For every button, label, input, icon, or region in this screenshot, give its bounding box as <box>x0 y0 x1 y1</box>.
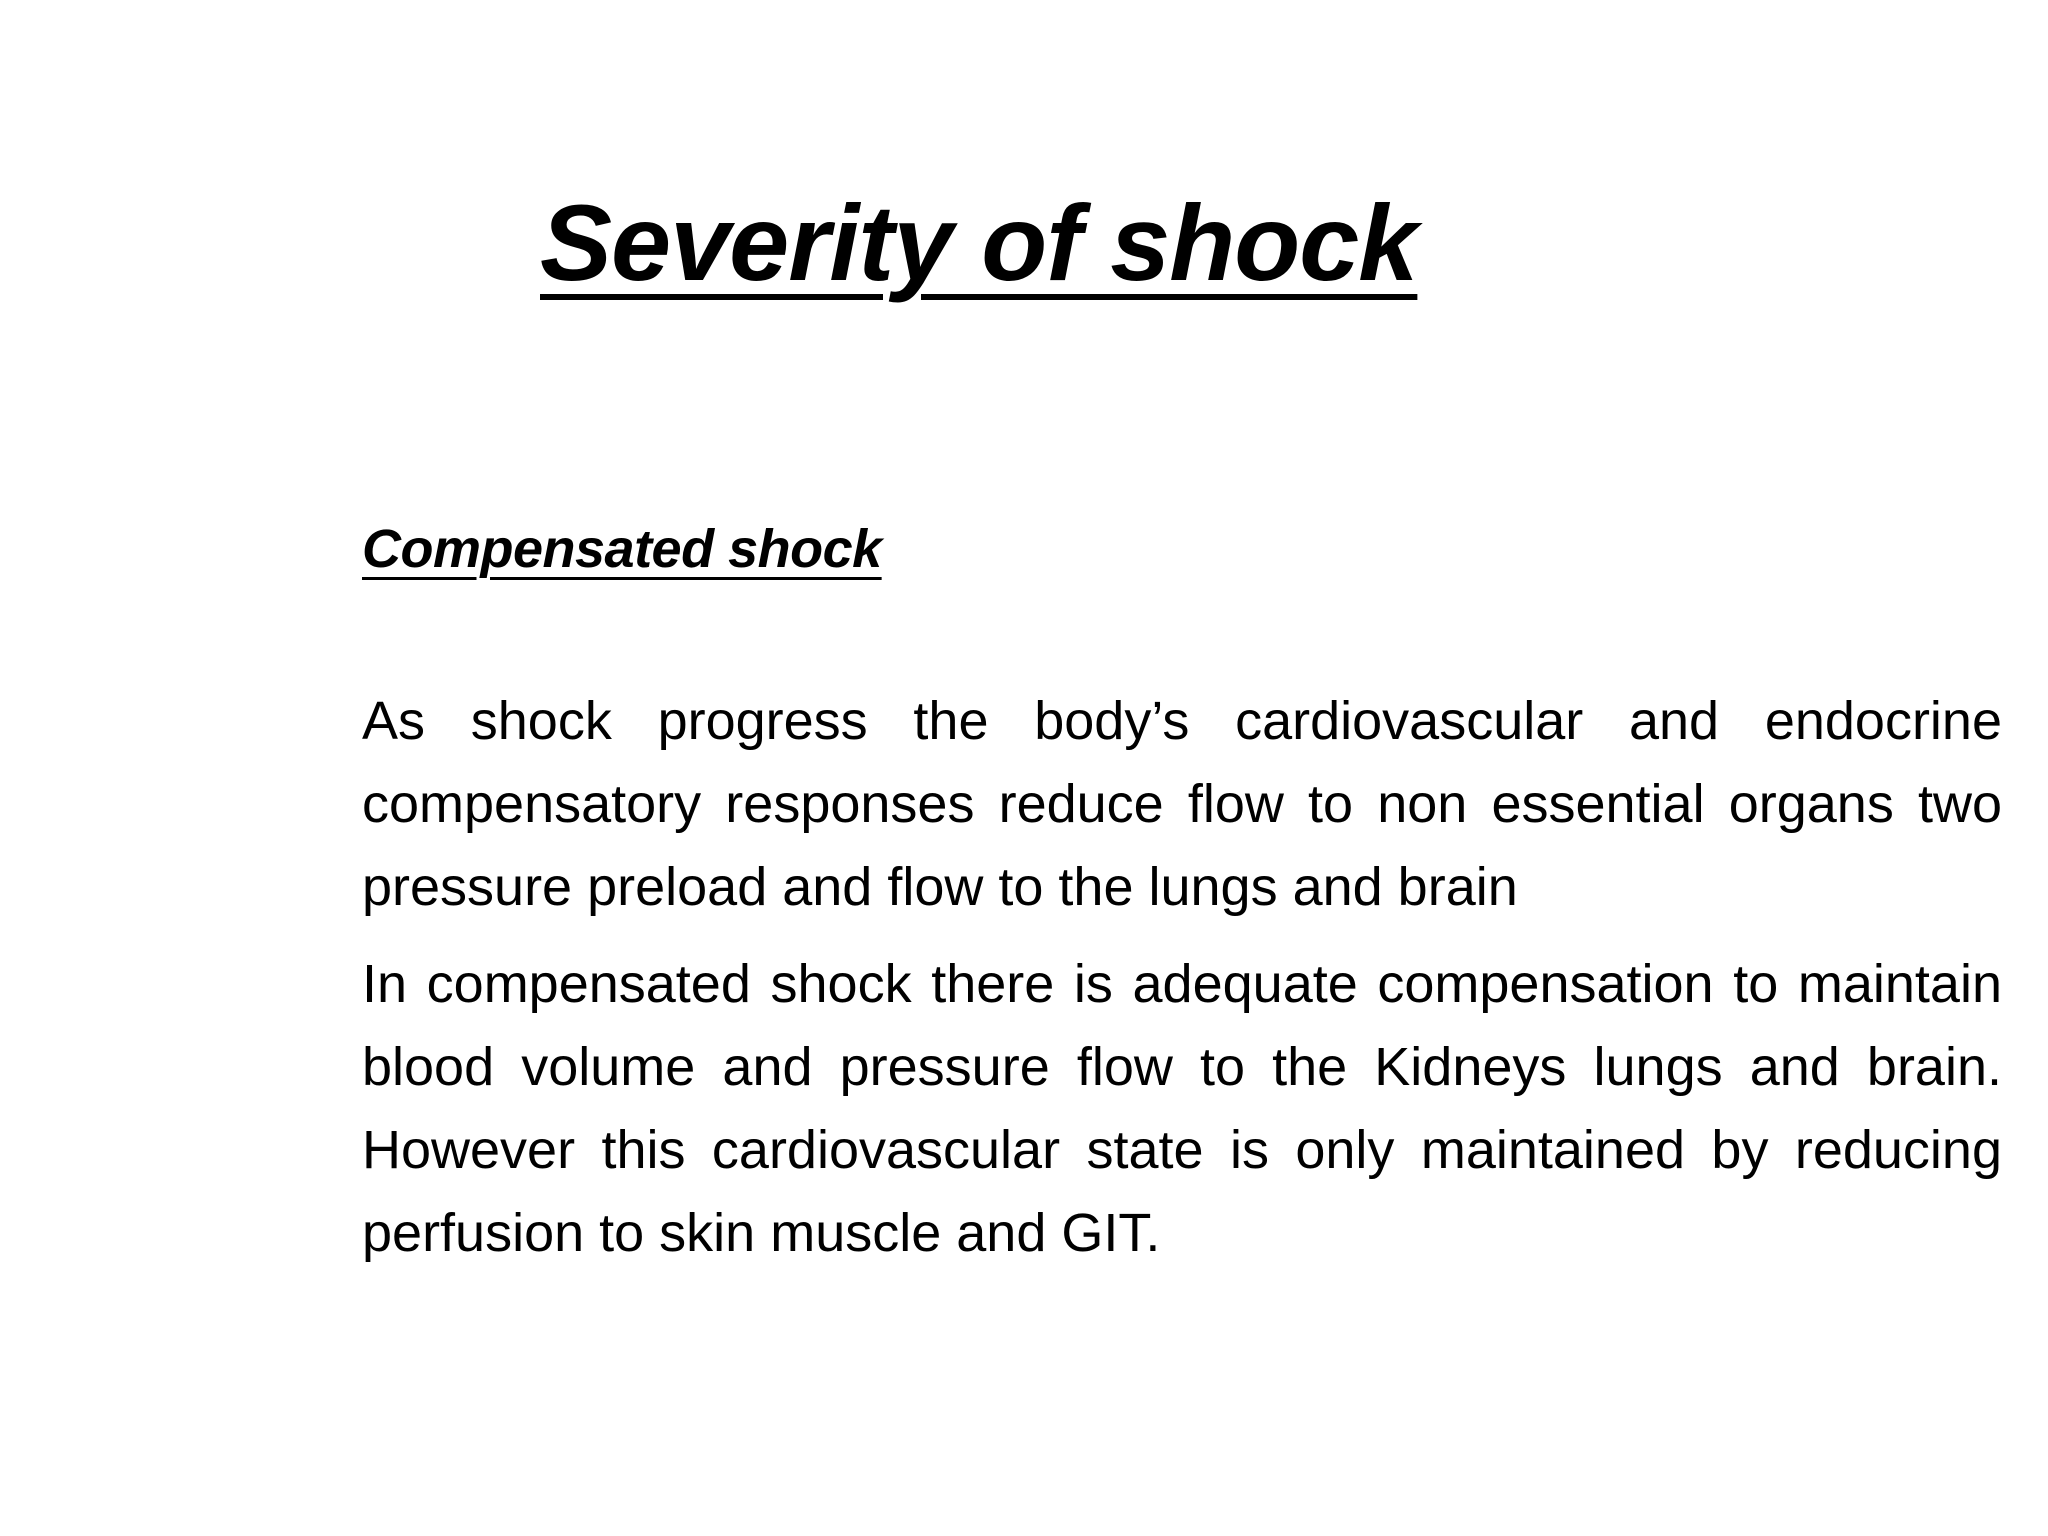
body-paragraph-2: In compensated shock there is adequate compensation to maintain blood volume and pressure flow to the Kidneys lungs and brain. However this cardiovascular state is only maintained by reducing perfusion to skin muscle and GIT. <box>362 953 2002 1263</box>
slide-content <box>362 516 2002 1289</box>
slide-title: Severity of shock <box>540 182 1418 303</box>
body-paragraph-1: As shock progress the body’s cardiovascular and endocrine compensatory responses reduce flow to non essential organs two pressure preload and flow to the lungs and brain <box>362 690 2002 917</box>
section-subheading: Compensated shock <box>362 519 882 579</box>
